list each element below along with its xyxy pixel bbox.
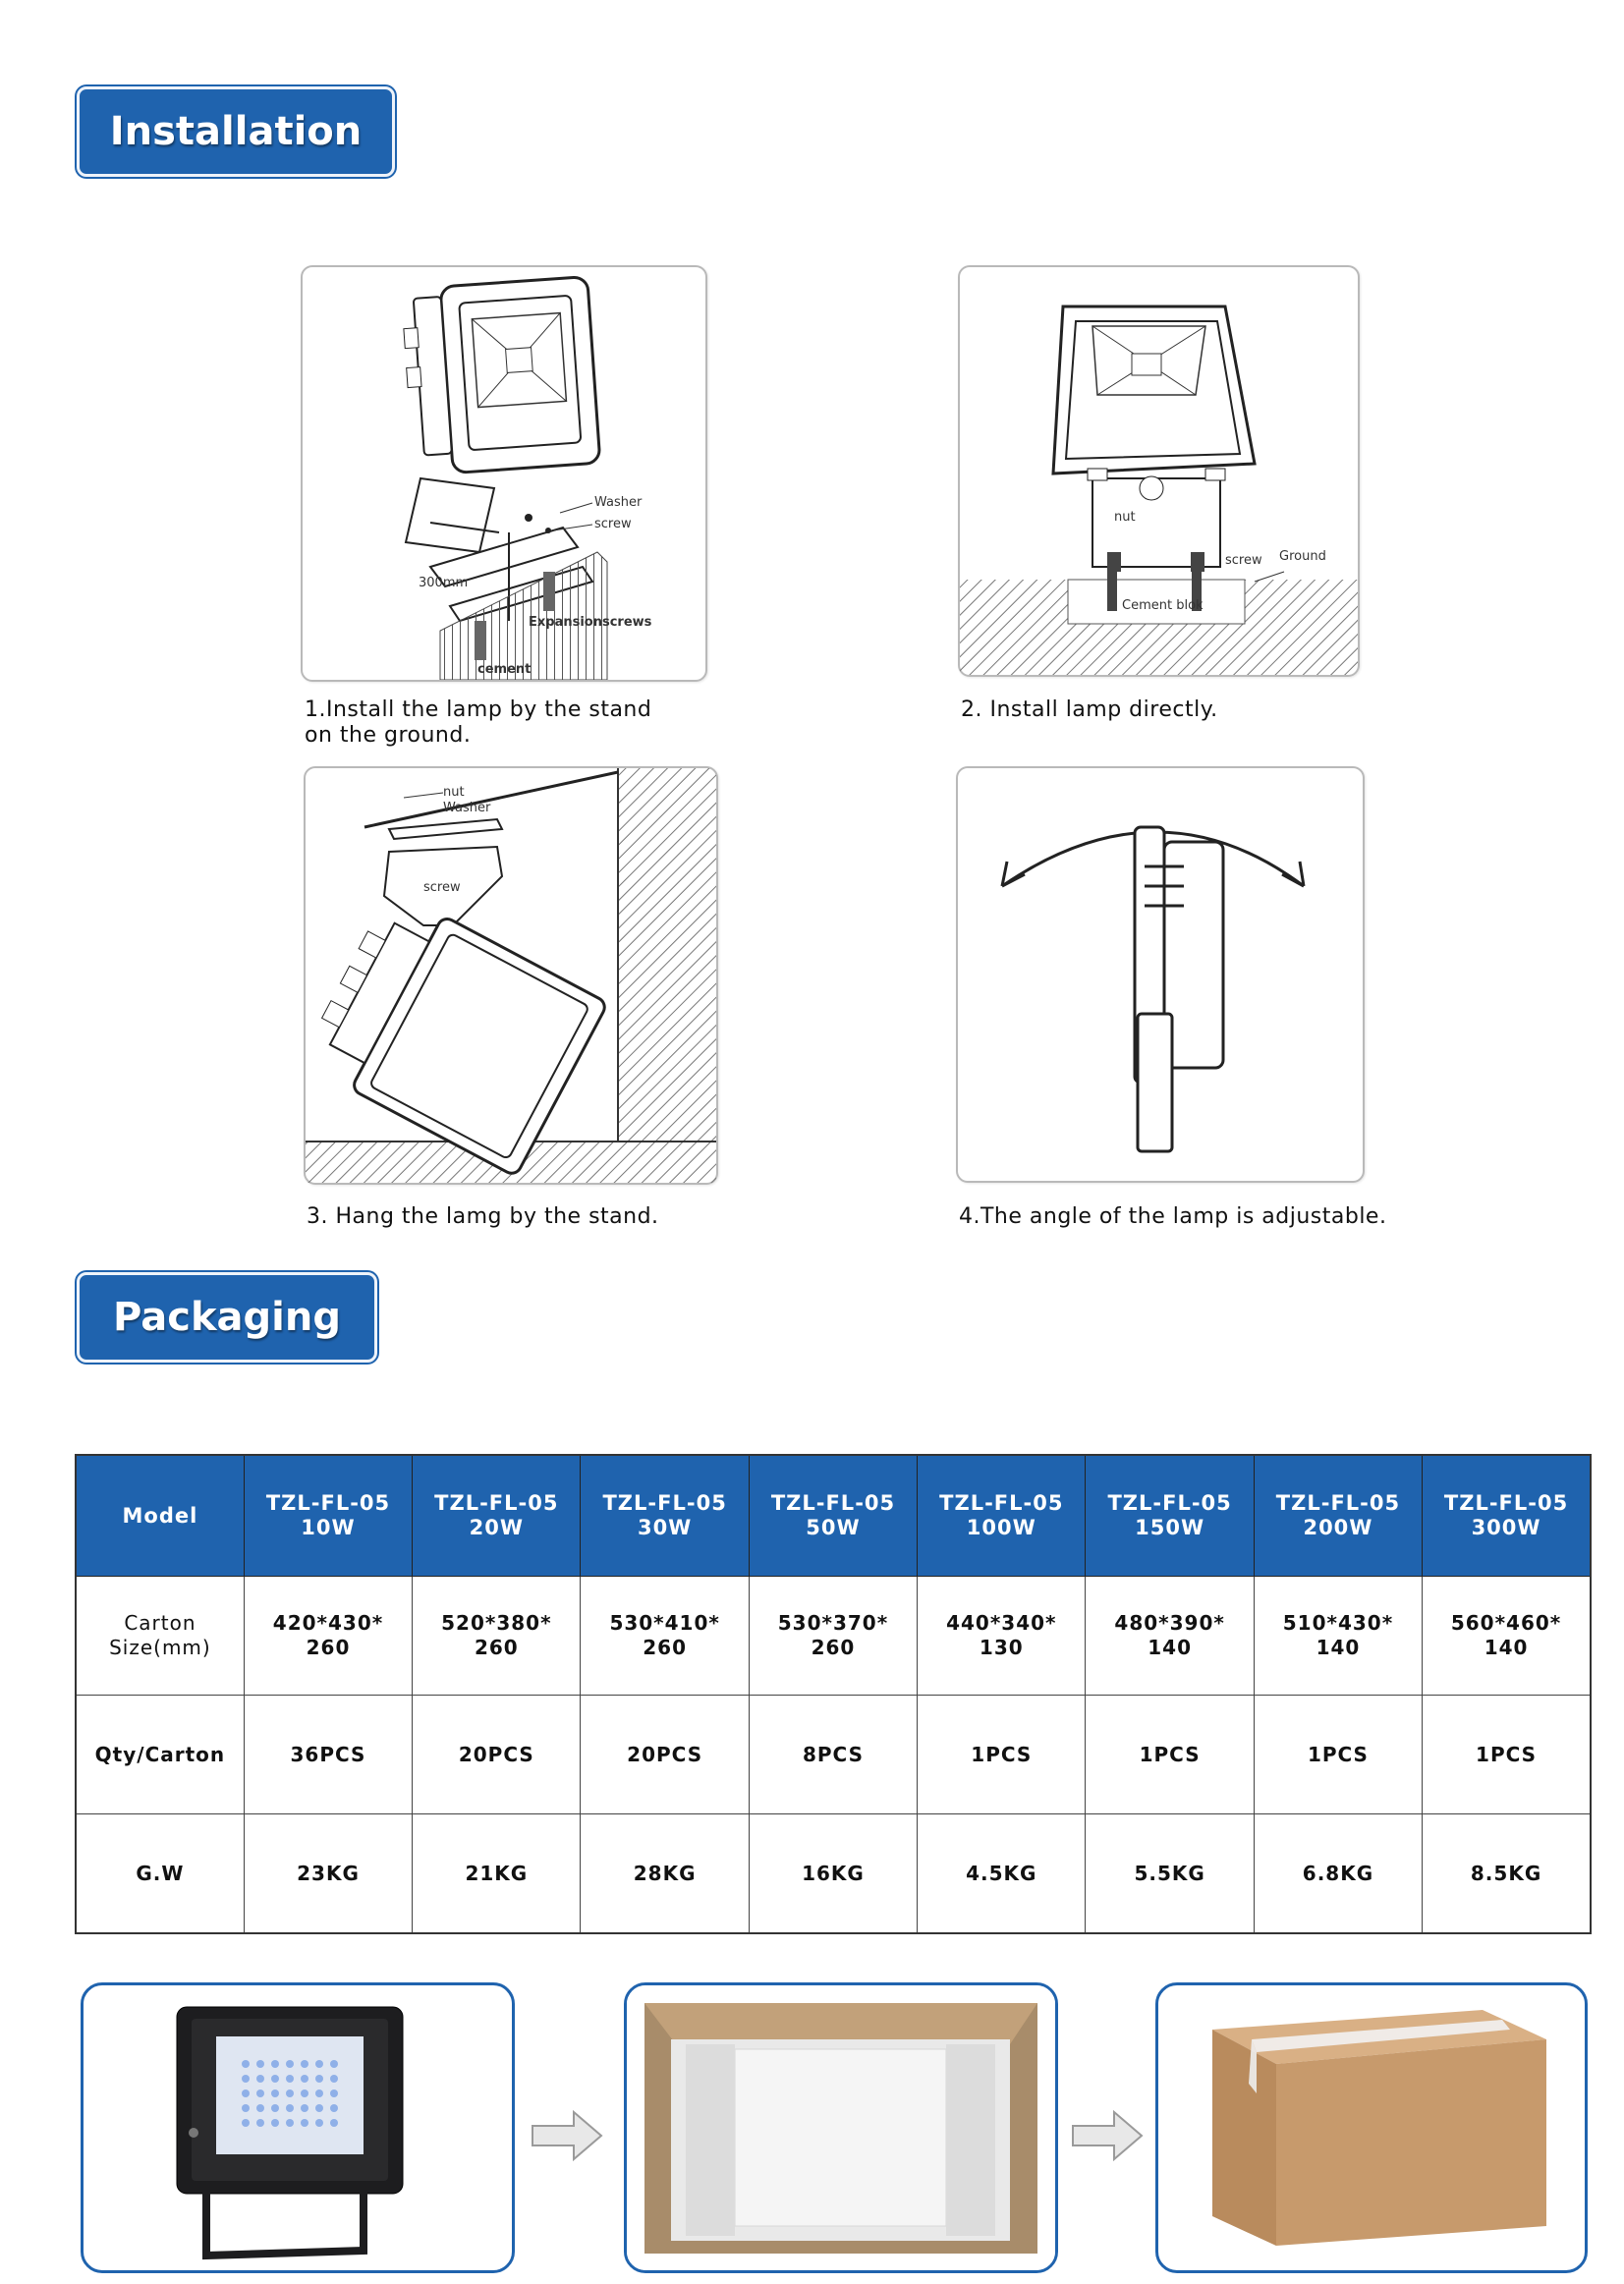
carton-open-photo: [624, 1982, 1058, 2273]
label-screw: screw: [594, 517, 632, 531]
step2-caption: 2. Install lamp directly.: [961, 697, 1218, 722]
step4-caption: 4.The angle of the lamp is adjustable.: [959, 1204, 1387, 1229]
table-cell: 8.5KG: [1423, 1814, 1591, 1934]
label-screw-2: screw: [1225, 553, 1262, 568]
table-cell: 6.8KG: [1254, 1814, 1422, 1934]
table-cell: 560*460* 140: [1423, 1577, 1591, 1696]
label-screw-3: screw: [423, 880, 461, 895]
table-cell: 20PCS: [413, 1696, 581, 1814]
table-cell: 530*410* 260: [581, 1577, 749, 1696]
table-cell: 480*390* 140: [1086, 1577, 1254, 1696]
header-model-100w: TZL-FL-05 100W: [918, 1455, 1086, 1577]
table-cell: 5.5KG: [1086, 1814, 1254, 1934]
carton-closed-photo: [1155, 1982, 1588, 2273]
step3-caption: 3. Hang the lamg by the stand.: [307, 1204, 659, 1229]
header-model-50w: TZL-FL-05 50W: [749, 1455, 917, 1577]
step1-caption: 1.Install the lamp by the stand on the ground.: [305, 697, 652, 748]
packaging-title: Packaging: [77, 1272, 377, 1363]
table-cell: 8PCS: [749, 1696, 917, 1814]
arrow-right-icon: [531, 2110, 603, 2161]
installation-title: Installation: [77, 86, 395, 177]
step3-illustration: [304, 766, 718, 1185]
step4-illustration: [956, 766, 1365, 1183]
label-nut: nut: [1114, 510, 1136, 525]
table-cell: 28KG: [581, 1814, 749, 1934]
table-cell: 520*380* 260: [413, 1577, 581, 1696]
table-header-row: [76, 1455, 1591, 1577]
header-model-10w: TZL-FL-05 10W: [244, 1455, 412, 1577]
table-cell: 16KG: [749, 1814, 917, 1934]
label-300mm: 300mm: [419, 576, 469, 590]
table-row: [76, 1814, 1591, 1934]
table-cell: 4.5KG: [918, 1814, 1086, 1934]
label-cement: cement: [477, 662, 532, 677]
table-cell: 20PCS: [581, 1696, 749, 1814]
label-washer: Washer: [594, 495, 643, 510]
label-cement-blok: Cement blok: [1122, 598, 1204, 613]
table-cell: 1PCS: [1086, 1696, 1254, 1814]
step2-illustration: [958, 265, 1360, 677]
header-model-30w: TZL-FL-05 30W: [581, 1455, 749, 1577]
table-cell: 1PCS: [1254, 1696, 1422, 1814]
header-model: Model: [76, 1455, 244, 1577]
header-model-20w: TZL-FL-05 20W: [413, 1455, 581, 1577]
table-cell: 36PCS: [244, 1696, 412, 1814]
table-cell: 23KG: [244, 1814, 412, 1934]
table-cell: 1PCS: [918, 1696, 1086, 1814]
row-label-qty-carton: Qty/Carton: [76, 1696, 244, 1814]
table-cell: 1PCS: [1423, 1696, 1591, 1814]
row-label-gw: G.W: [76, 1814, 244, 1934]
packaging-table: [75, 1454, 1592, 1934]
header-model-150w: TZL-FL-05 150W: [1086, 1455, 1254, 1577]
table-row: [76, 1696, 1591, 1814]
row-label-carton-size: Carton Size(mm): [76, 1577, 244, 1696]
header-model-300w: TZL-FL-05 300W: [1423, 1455, 1591, 1577]
arrow-right-icon: [1071, 2110, 1144, 2161]
header-model-200w: TZL-FL-05 200W: [1254, 1455, 1422, 1577]
label-expansion-screws: Expansionscrews: [529, 615, 652, 630]
product-photo: [81, 1982, 515, 2273]
table-cell: 420*430* 260: [244, 1577, 412, 1696]
label-nut-3: nut: [443, 785, 465, 800]
table-cell: 440*340* 130: [918, 1577, 1086, 1696]
table-cell: 21KG: [413, 1814, 581, 1934]
label-ground: Ground: [1279, 549, 1326, 564]
table-row: [76, 1577, 1591, 1696]
table-cell: 510*430* 140: [1254, 1577, 1422, 1696]
table-cell: 530*370* 260: [749, 1577, 917, 1696]
label-washer-3: Washer: [443, 801, 491, 815]
step1-illustration: [301, 265, 707, 682]
